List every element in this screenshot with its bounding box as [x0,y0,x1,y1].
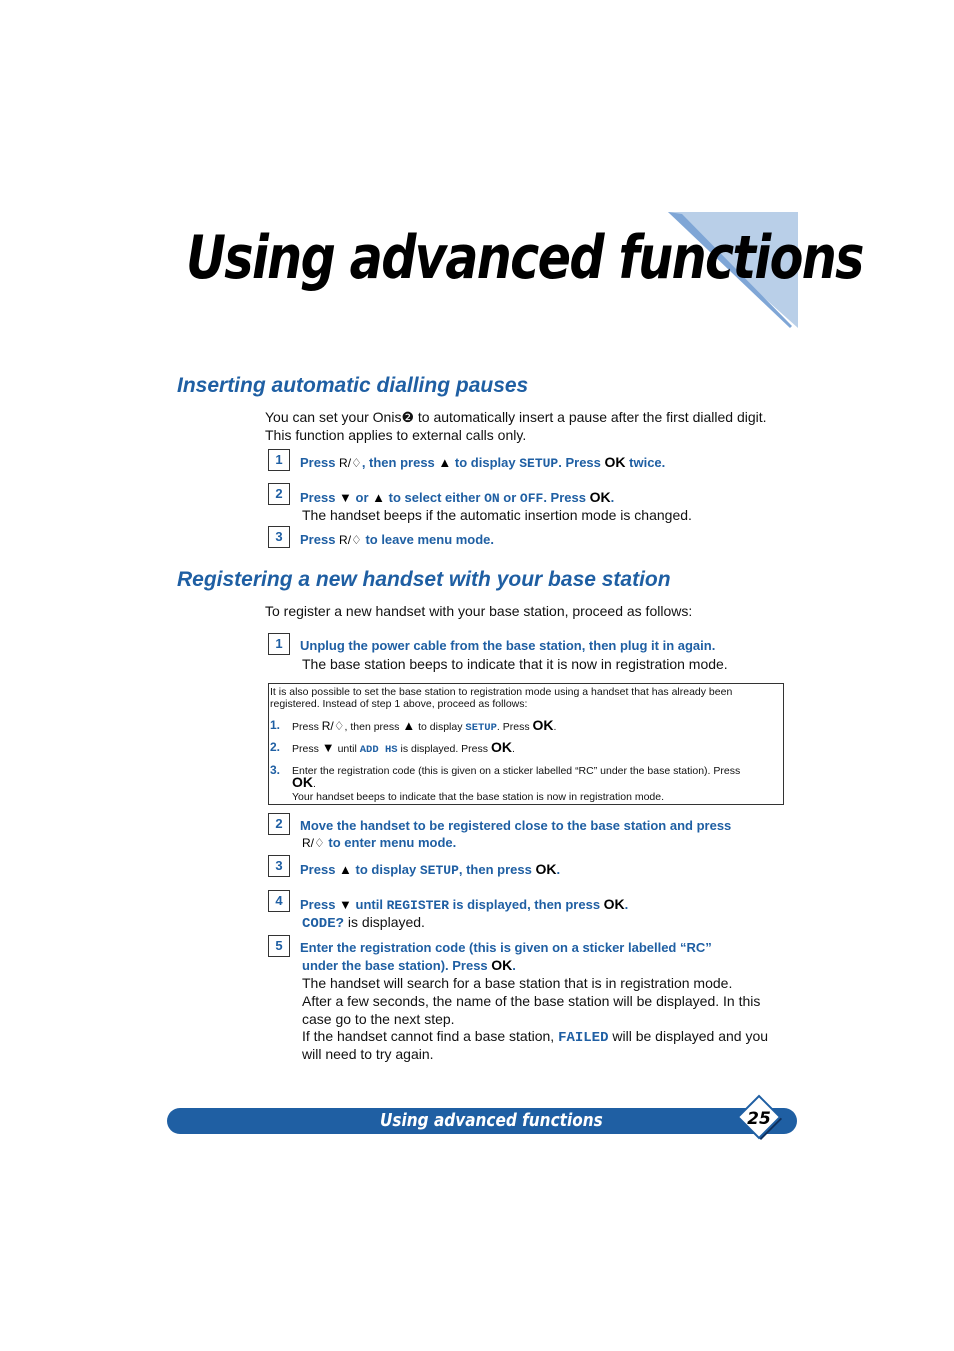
r-key-icon: R/♢ [339,456,362,470]
r-key-icon: R/♢ [321,719,345,733]
intro-line: To register a new handset with your base station, proceed as follows: [265,603,693,619]
step-number-box: 5 [268,935,290,957]
intro-line-2: This function applies to external calls only. [265,427,527,443]
page-number: 25 [747,1109,771,1129]
down-arrow-icon: ▼ [339,490,352,505]
page-title: Using advanced functions [186,223,863,293]
step-note: will need to try again. [302,1046,434,1062]
ok-key-icon: OK [589,489,611,505]
footer-title: Using advanced functions [380,1110,603,1131]
step-instruction: Press R/♢ to leave menu mode. [300,532,495,547]
ok-key-icon: OK [532,717,554,733]
ok-key-icon: OK [535,861,557,877]
up-arrow-icon: ▲ [438,455,452,470]
note-item: Press ▼ until ADD HS is displayed. Press OK. [292,739,515,756]
note-text: registered. Instead of step 1 above, proceed as follows: [270,698,528,710]
note-item: Enter the registration code (this is given on a sticker labelled “RC” under the base station). Press [292,765,741,777]
ok-key-icon: OK [604,454,626,470]
step-number-box: 1 [268,633,290,655]
note-item-number: 1. [270,718,281,732]
step-instruction: under the base station). Press OK. [302,957,516,973]
down-arrow-icon: ▼ [339,897,352,912]
step-instruction: Enter the registration code (this is given on a sticker labelled “RC” [300,940,712,955]
step-instruction: Press R/♢, then press ▲ to display SETUP. Press OK twice. [300,454,666,471]
step-note: case go to the next step. [302,1011,455,1027]
step-number-box: 1 [268,449,290,471]
note-item-number: 3. [270,763,281,777]
up-arrow-icon: ▲ [339,862,352,877]
section-title-pauses: Inserting automatic dialling pauses [177,374,529,397]
note-item: Press R/♢, then press ▲ to display SETUP. Press OK. [292,717,557,734]
ok-key-icon: OK [603,896,625,912]
intro-line-1: You can set your Onis❷ to automatically insert a pause after the first dialled digit. [265,409,767,425]
step-note: If the handset cannot find a base station, FAILED will be displayed and you [302,1028,769,1046]
note-text: It is also possible to set the base station to registration mode using a handset that has already been [270,686,733,698]
step-number-box: 4 [268,890,290,912]
r-key-icon: R/♢ [302,836,325,850]
step-number-box: 2 [268,813,290,835]
step-number-box: 2 [268,483,290,505]
ok-key-icon: OK [490,739,512,755]
section-title-register: Registering a new handset with your base station [177,568,671,591]
step-number-box: 3 [268,526,290,548]
up-arrow-icon: ▲ [372,490,386,505]
step-note: After a few seconds, the name of the base station will be displayed. In this [302,993,761,1009]
step-instruction: Move the handset to be registered close to the base station and press [300,818,732,833]
step-note: The handset beeps if the automatic insertion mode is changed. [302,507,692,523]
ok-key-icon: OK [292,774,313,790]
step-instruction: Press ▼ until REGISTER is displayed, then press OK. [300,896,629,913]
step-instruction: Press ▲ to display SETUP, then press OK. [300,861,561,878]
note-item: OK. [292,774,316,790]
up-arrow-icon: ▲ [402,718,416,733]
ok-key-icon: OK [491,957,513,973]
step-note: The handset will search for a base station that is in registration mode. [302,975,733,991]
note-item: Your handset beeps to indicate that the base station is now in registration mode. [292,791,665,803]
step-number-box: 3 [268,855,290,877]
note-item-number: 2. [270,740,281,754]
step-note: CODE? is displayed. [302,914,425,932]
step-note: The base station beeps to indicate that it is now in registration mode. [302,656,728,672]
step-instruction: Press ▼ or ▲ to select either ON or OFF. Press OK. [300,489,615,506]
step-instruction: R/♢ to enter menu mode. [302,835,457,850]
down-arrow-icon: ▼ [321,740,335,755]
r-key-icon: R/♢ [339,533,362,547]
step-instruction: Unplug the power cable from the base station, then plug it in again. [300,638,716,653]
